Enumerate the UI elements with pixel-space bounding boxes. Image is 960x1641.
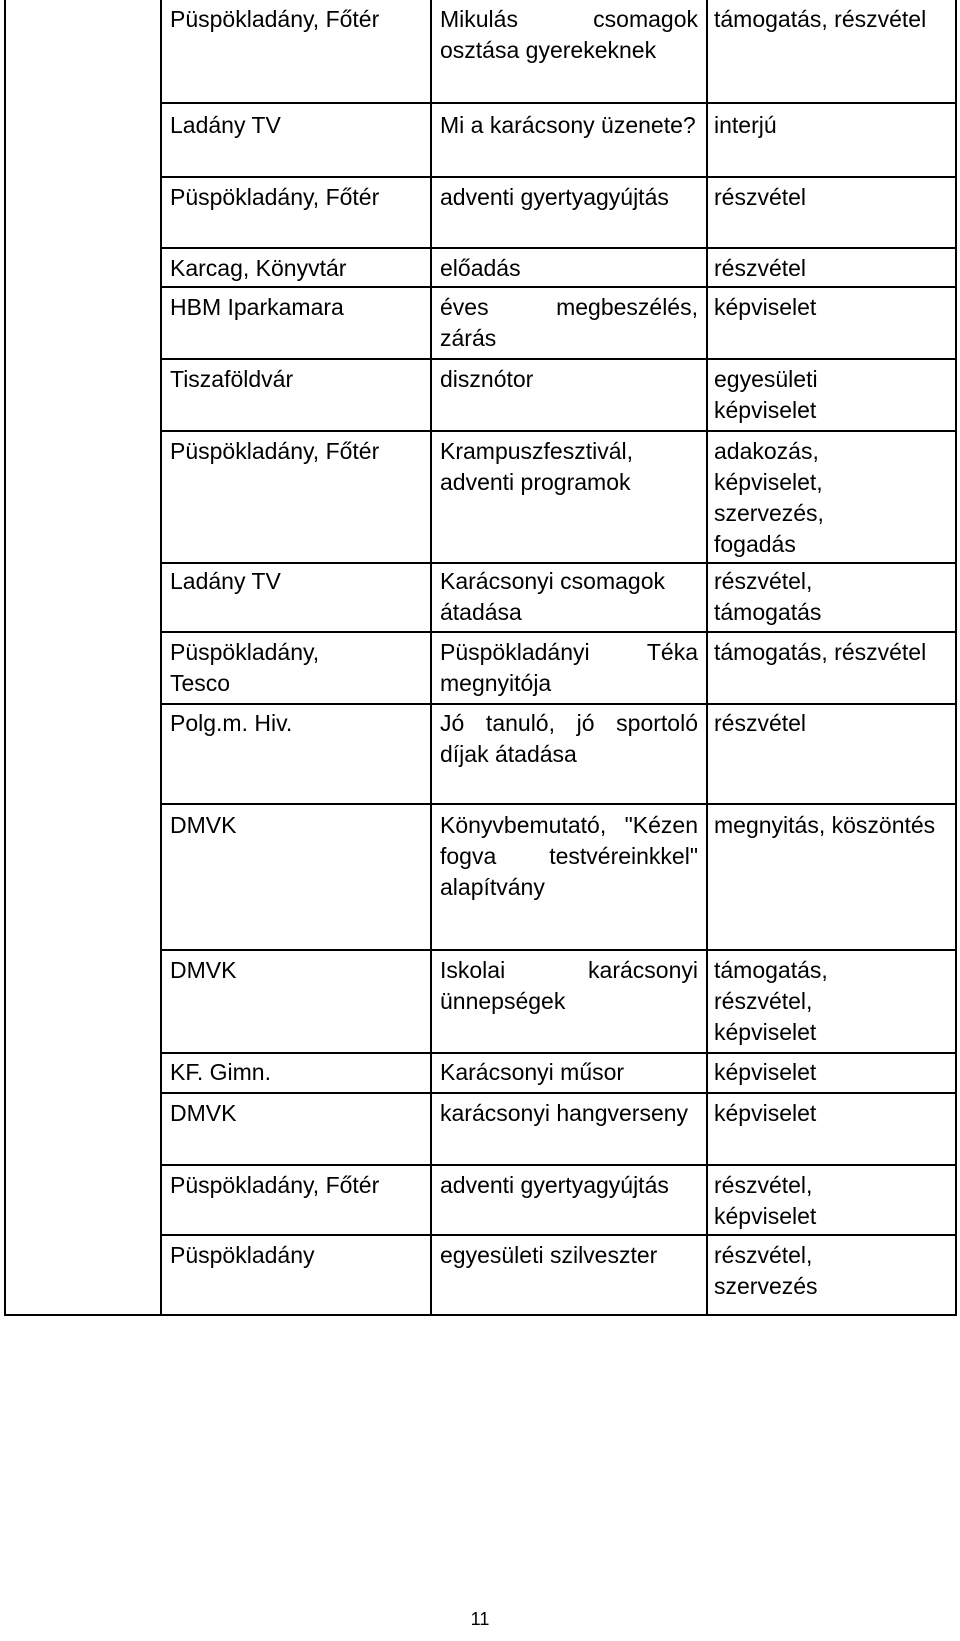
row-separator <box>160 247 957 249</box>
cell-role: képviselet <box>714 1059 817 1085</box>
page-number: 11 <box>470 1609 490 1629</box>
cell-place: DMVK <box>170 812 237 838</box>
row-separator <box>160 358 957 360</box>
row-separator <box>160 430 957 432</box>
cell-place: DMVK <box>170 957 237 983</box>
cell-role: részvétel, képviselet <box>714 1172 817 1229</box>
cell-event: adventi gyertyagyújtás <box>440 1172 669 1198</box>
cell-place: Karcag, Könyvtár <box>170 255 347 281</box>
cell-place: Polg.m. Hiv. <box>170 710 293 736</box>
cell-role: támogatás, részvétel <box>714 6 927 32</box>
row-separator <box>160 703 957 705</box>
cell-event: adventi gyertyagyújtás <box>440 184 669 210</box>
cell-role: részvétel, szervezés <box>714 1242 818 1299</box>
table-border-right <box>955 0 957 1316</box>
row-separator <box>160 102 957 104</box>
cell-event: Püspökladányi Téka megnyitója <box>440 639 698 696</box>
cell-place: HBM Iparkamara <box>170 294 344 320</box>
cell-role: megnyitás, köszöntés <box>714 812 936 838</box>
cell-role: részvétel <box>714 184 807 210</box>
cell-place: DMVK <box>170 1100 237 1126</box>
cell-event: Könyvbemutató, "Kézen fogva testvéreinkkel" alapítvány <box>440 812 698 900</box>
cell-event: Mi a karácsony üzenete? <box>440 112 696 138</box>
cell-role: képviselet <box>714 1100 817 1126</box>
row-separator <box>160 631 957 633</box>
row-separator <box>160 562 957 564</box>
cell-place: Tiszaföldvár <box>170 366 294 392</box>
cell-place: KF. Gimn. <box>170 1059 271 1085</box>
cell-event: disznótor <box>440 366 534 392</box>
cell-role: részvétel <box>714 710 807 736</box>
column-divider-3 <box>706 0 708 1316</box>
row-separator <box>160 1092 957 1094</box>
cell-role: interjú <box>714 112 777 138</box>
row-separator <box>160 1164 957 1166</box>
row-separator <box>160 286 957 288</box>
cell-event: Karácsonyi műsor <box>440 1059 625 1085</box>
cell-place: Püspökladány, Főtér <box>170 184 380 210</box>
cell-role: egyesületi képviselet <box>714 366 818 423</box>
cell-place: Püspökladány, Tesco <box>170 639 320 696</box>
cell-event: Mikulás csomagok osztása gyerekeknek <box>440 6 698 63</box>
cell-event: éves megbeszélés, zárás <box>440 294 698 351</box>
cell-place: Püspökladány, Főtér <box>170 6 380 32</box>
cell-role: részvétel <box>714 255 807 281</box>
column-divider-1 <box>160 0 162 1316</box>
cell-place: Püspökladány, Főtér <box>170 438 380 464</box>
table-bottom-border <box>4 1314 957 1316</box>
cell-role: képviselet <box>714 294 817 320</box>
cell-role: részvétel, támogatás <box>714 568 822 625</box>
cell-role: támogatás, részvétel <box>714 639 927 665</box>
row-separator <box>160 949 957 951</box>
cell-event: Krampuszfesztivál, adventi programok <box>440 438 634 495</box>
cell-event: előadás <box>440 255 521 281</box>
cell-event: Jó tanuló, jó sportoló díjak átadása <box>440 710 698 767</box>
cell-event: Karácsonyi csomagok átadása <box>440 568 665 625</box>
cell-place: Püspökladány, Főtér <box>170 1172 380 1198</box>
cell-place: Ladány TV <box>170 112 281 138</box>
cell-event: Iskolai karácsonyi ünnepségek <box>440 957 698 1014</box>
row-separator <box>160 1234 957 1236</box>
cell-role: adakozás, képviselet, szervezés, fogadás <box>714 438 824 557</box>
cell-place: Ladány TV <box>170 568 281 594</box>
table-border-left <box>4 0 6 1316</box>
cell-place: Püspökladány <box>170 1242 315 1268</box>
row-separator <box>160 803 957 805</box>
cell-event: karácsonyi hangverseny <box>440 1100 689 1126</box>
row-separator <box>160 1052 957 1054</box>
cell-event: egyesületi szilveszter <box>440 1242 658 1268</box>
cell-role: támogatás, részvétel, képviselet <box>714 957 828 1045</box>
row-separator <box>160 176 957 178</box>
